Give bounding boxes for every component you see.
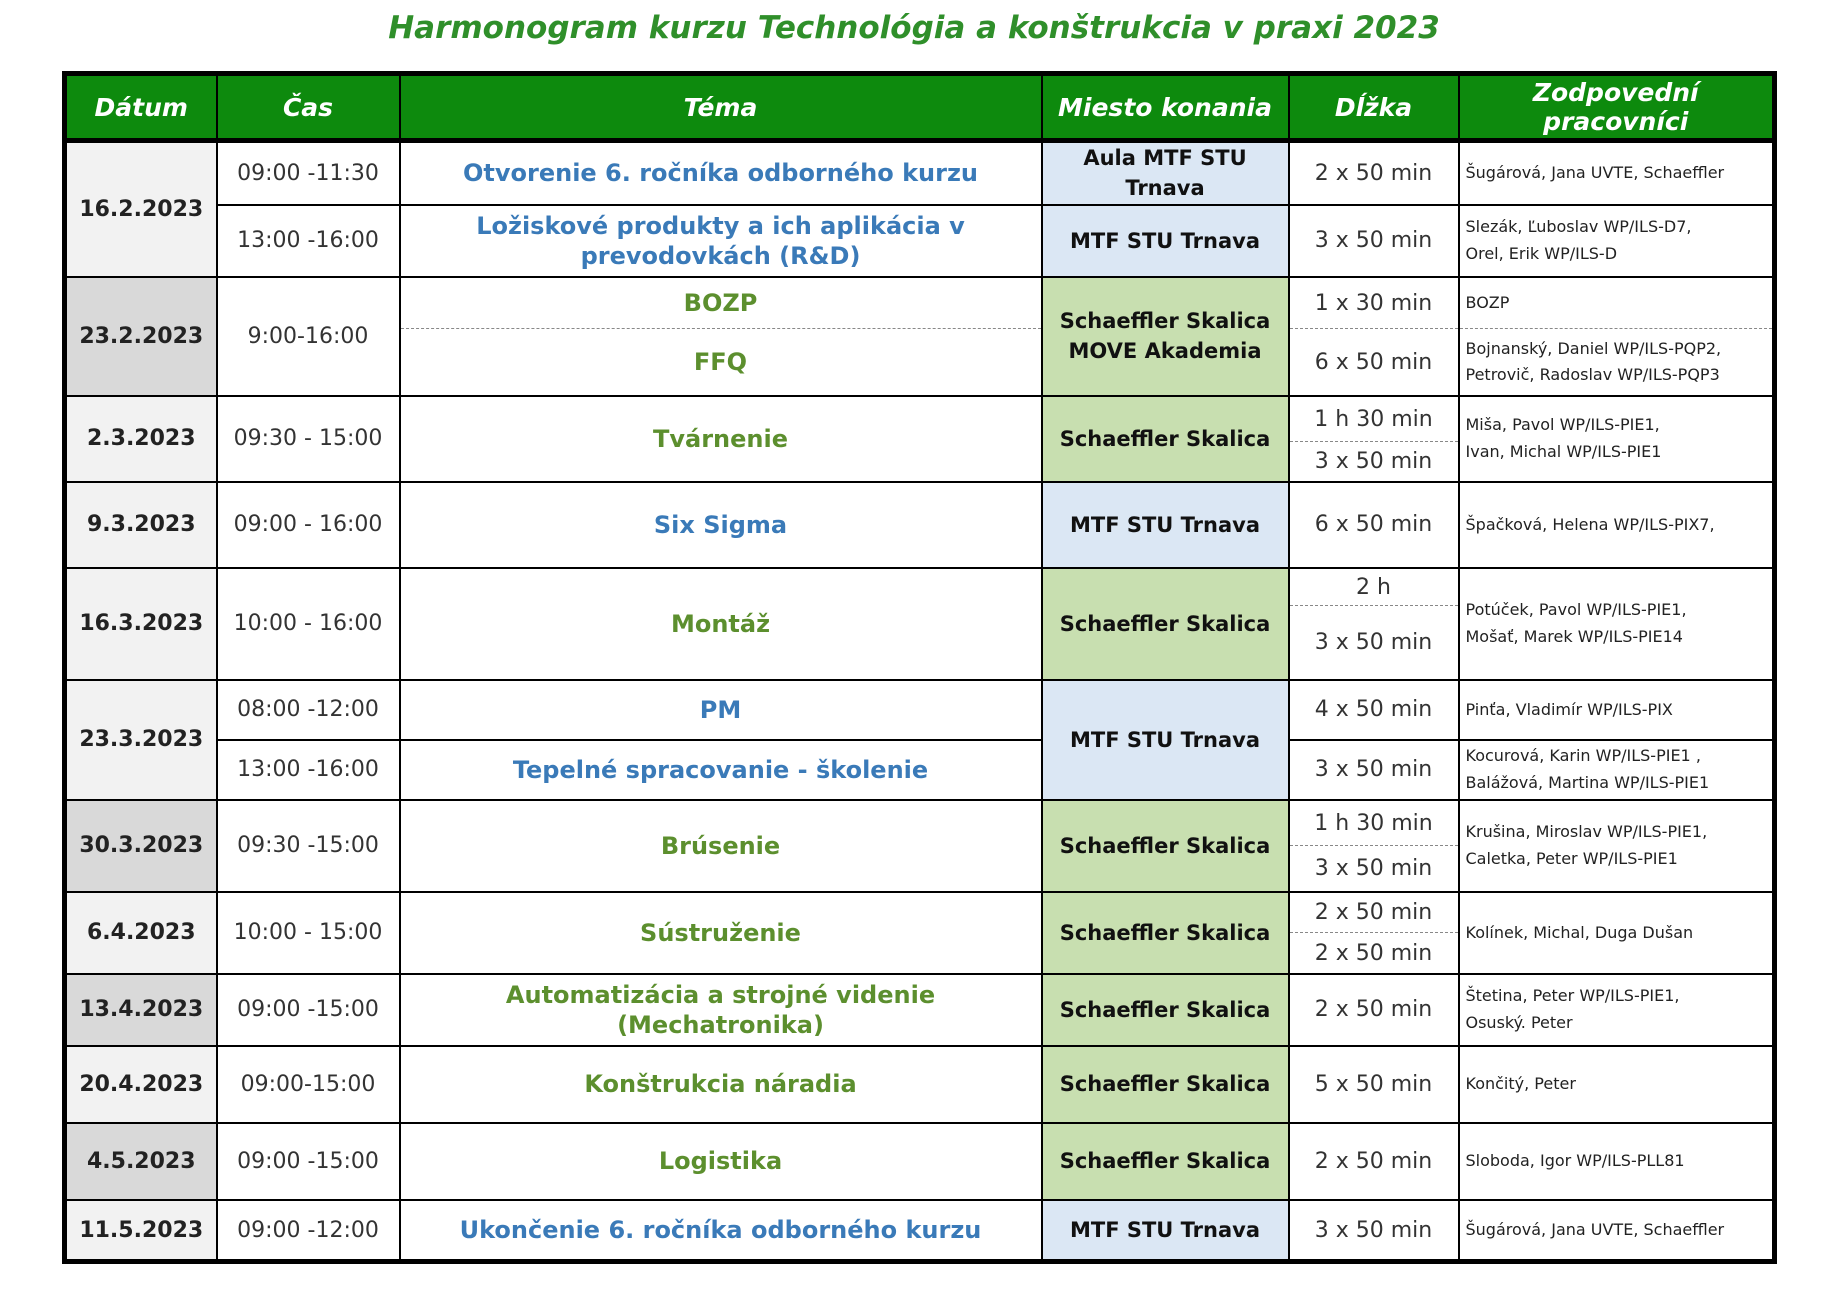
col-header-duration: Dĺžka: [1289, 74, 1459, 141]
place-cell: Schaeffler Skalica: [1042, 974, 1289, 1046]
table-row: [65, 482, 1775, 568]
table-row: [65, 1200, 1775, 1262]
responsible-cell: [1459, 329, 1775, 396]
table-row: [65, 141, 1775, 205]
duration-cell: 6 x 50 min: [1289, 482, 1459, 568]
time-cell: 09:00 -15:00: [217, 974, 400, 1046]
responsible-line: Potúček, Pavol WP/ILS-PIE1,: [1465, 600, 1687, 620]
place-cell: Aula MTF STU Trnava: [1042, 141, 1289, 205]
place-cell: MTF STU Trnava: [1042, 680, 1289, 800]
duration-cell: 1 h 30 min: [1289, 396, 1459, 442]
duration-cell: 6 x 50 min: [1289, 329, 1459, 396]
responsible-cell: Šugárová, Jana UVTE, Schaeffler: [1459, 1200, 1775, 1262]
duration-cell: 1 x 30 min: [1289, 277, 1459, 329]
place-cell: Schaeffler Skalica: [1042, 396, 1289, 482]
date-cell: 6.4.2023: [65, 892, 217, 974]
table-row: [65, 568, 1775, 606]
responsible-line: Slezák, Ľuboslav WP/ILS-D7,: [1465, 217, 1692, 237]
duration-cell: 3 x 50 min: [1289, 606, 1459, 680]
table-row: [65, 740, 1775, 800]
topic-cell: Brúsenie: [400, 800, 1042, 892]
responsible-line: Orel, Erik WP/ILS-D: [1465, 243, 1618, 263]
date-cell: 23.3.2023: [65, 680, 217, 800]
topic-cell: Montáž: [400, 568, 1042, 680]
topic-cell: Ukončenie 6. ročníka odborného kurzu: [400, 1200, 1042, 1262]
date-cell: 2.3.2023: [65, 396, 217, 482]
duration-cell: 2 x 50 min: [1289, 1123, 1459, 1200]
responsible-cell: [1459, 800, 1775, 892]
place-cell: MTF STU Trnava: [1042, 1200, 1289, 1262]
place-cell: MTF STU Trnava: [1042, 482, 1289, 568]
responsible-cell: [1459, 205, 1775, 277]
topic-cell: Ložiskové produkty a ich aplikácia v prevodovkách (R&D): [400, 205, 1042, 277]
time-cell: 09:00-15:00: [217, 1046, 400, 1123]
responsible-line: Miša, Pavol WP/ILS-PIE1,: [1465, 415, 1660, 435]
time-cell: 09:00 -12:00: [217, 1200, 400, 1262]
responsible-cell: Kolínek, Michal, Duga Dušan: [1459, 892, 1775, 974]
responsible-cell: [1459, 974, 1775, 1046]
place-cell: Schaeffler Skalica: [1042, 568, 1289, 680]
schedule-table: [62, 71, 1777, 1264]
date-cell: 20.4.2023: [65, 1046, 217, 1123]
topic-cell: Automatizácia a strojné videnie (Mechatronika): [400, 974, 1042, 1046]
duration-cell: 2 x 50 min: [1289, 892, 1459, 933]
duration-cell: 4 x 50 min: [1289, 680, 1459, 740]
header-row: [65, 74, 1775, 141]
time-cell: 13:00 -16:00: [217, 740, 400, 800]
topic-cell: Tvárnenie: [400, 396, 1042, 482]
col-header-place: Miesto konania: [1042, 74, 1289, 141]
date-cell: 9.3.2023: [65, 482, 217, 568]
duration-cell: 2 x 50 min: [1289, 141, 1459, 205]
topic-cell: BOZP: [400, 277, 1042, 329]
duration-cell: 3 x 50 min: [1289, 1200, 1459, 1262]
place-cell: Schaeffler Skalica: [1042, 1123, 1289, 1200]
time-cell: 9:00-16:00: [217, 277, 400, 396]
topic-cell: FFQ: [400, 329, 1042, 396]
topic-cell: PM: [400, 680, 1042, 740]
topic-cell: Sústruženie: [400, 892, 1042, 974]
date-cell: 4.5.2023: [65, 1123, 217, 1200]
place-cell: Schaeffler Skalica: [1042, 1046, 1289, 1123]
time-cell: 10:00 - 15:00: [217, 892, 400, 974]
responsible-line: Balážová, Martina WP/ILS-PIE1: [1465, 772, 1710, 792]
table-row: [65, 892, 1775, 933]
table-row: [65, 1123, 1775, 1200]
responsible-line: Krušina, Miroslav WP/ILS-PIE1,: [1465, 822, 1708, 842]
table-row: [65, 800, 1775, 846]
responsible-line: Štetina, Peter WP/ILS-PIE1,: [1465, 986, 1680, 1006]
responsible-cell: Šugárová, Jana UVTE, Schaeffler: [1459, 141, 1775, 205]
duration-cell: 2 x 50 min: [1289, 933, 1459, 974]
place-cell: [1042, 277, 1289, 396]
responsible-cell: [1459, 740, 1775, 800]
responsible-line: Ivan, Michal WP/ILS-PIE1: [1465, 441, 1662, 461]
place-line: Schaeffler Skalica: [1059, 308, 1271, 333]
table-row: [65, 205, 1775, 277]
table-row: [65, 1046, 1775, 1123]
responsible-cell: Sloboda, Igor WP/ILS-PLL81: [1459, 1123, 1775, 1200]
table-row: [65, 974, 1775, 1046]
topic-cell: Otvorenie 6. ročníka odborného kurzu: [400, 141, 1042, 205]
time-cell: 09:30 -15:00: [217, 800, 400, 892]
responsible-line: Mošať, Marek WP/ILS-PIE14: [1465, 626, 1683, 646]
place-cell: Schaeffler Skalica: [1042, 800, 1289, 892]
responsible-cell: Pinťa, Vladimír WP/ILS-PIX: [1459, 680, 1775, 740]
place-cell: MTF STU Trnava: [1042, 205, 1289, 277]
responsible-cell: BOZP: [1459, 277, 1775, 329]
responsible-line: Kocurová, Karin WP/ILS-PIE1 ,: [1465, 746, 1701, 766]
date-cell: 16.3.2023: [65, 568, 217, 680]
page-title: Harmonogram kurzu Technológia a konštrukcia v praxi 2023: [388, 10, 1440, 46]
responsible-cell: Končitý, Peter: [1459, 1046, 1775, 1123]
duration-cell: 3 x 50 min: [1289, 442, 1459, 482]
duration-cell: 5 x 50 min: [1289, 1046, 1459, 1123]
responsible-line: Caletka, Peter WP/ILS-PIE1: [1465, 848, 1678, 868]
date-cell: 11.5.2023: [65, 1200, 217, 1262]
time-cell: 09:00 -15:00: [217, 1123, 400, 1200]
responsible-cell: [1459, 396, 1775, 482]
col-header-time: Čas: [217, 74, 400, 141]
duration-cell: 3 x 50 min: [1289, 740, 1459, 800]
duration-cell: 1 h 30 min: [1289, 800, 1459, 846]
time-cell: 09:00 -11:30: [217, 141, 400, 205]
responsible-line: Petrovič, Radoslav WP/ILS-PQP3: [1465, 365, 1720, 385]
time-cell: 09:00 - 16:00: [217, 482, 400, 568]
duration-cell: 3 x 50 min: [1289, 205, 1459, 277]
col-header-responsible: Zodpovední pracovníci: [1459, 74, 1775, 141]
duration-cell: 2 h: [1289, 568, 1459, 606]
topic-cell: Konštrukcia náradia: [400, 1046, 1042, 1123]
date-cell: 16.2.2023: [65, 141, 217, 277]
time-cell: 10:00 - 16:00: [217, 568, 400, 680]
place-cell: Schaeffler Skalica: [1042, 892, 1289, 974]
col-header-date: Dátum: [65, 74, 217, 141]
topic-cell: Logistika: [400, 1123, 1042, 1200]
responsible-cell: [1459, 568, 1775, 680]
table-row: [65, 680, 1775, 740]
date-cell: 30.3.2023: [65, 800, 217, 892]
time-cell: 09:30 - 15:00: [217, 396, 400, 482]
table-row: [65, 277, 1775, 329]
topic-cell: Tepelné spracovanie - školenie: [400, 740, 1042, 800]
table-row: [65, 396, 1775, 442]
responsible-line: Bojnanský, Daniel WP/ILS-PQP2,: [1465, 338, 1722, 358]
date-cell: 13.4.2023: [65, 974, 217, 1046]
duration-cell: 3 x 50 min: [1289, 846, 1459, 892]
responsible-cell: Špačková, Helena WP/ILS-PIX7,: [1459, 482, 1775, 568]
time-cell: 08:00 -12:00: [217, 680, 400, 740]
topic-cell: Six Sigma: [400, 482, 1042, 568]
duration-cell: 2 x 50 min: [1289, 974, 1459, 1046]
responsible-line: Osuský. Peter: [1465, 1012, 1573, 1032]
date-cell: 23.2.2023: [65, 277, 217, 396]
place-line: MOVE Akademia: [1068, 339, 1262, 364]
time-cell: 13:00 -16:00: [217, 205, 400, 277]
col-header-topic: Téma: [400, 74, 1042, 141]
